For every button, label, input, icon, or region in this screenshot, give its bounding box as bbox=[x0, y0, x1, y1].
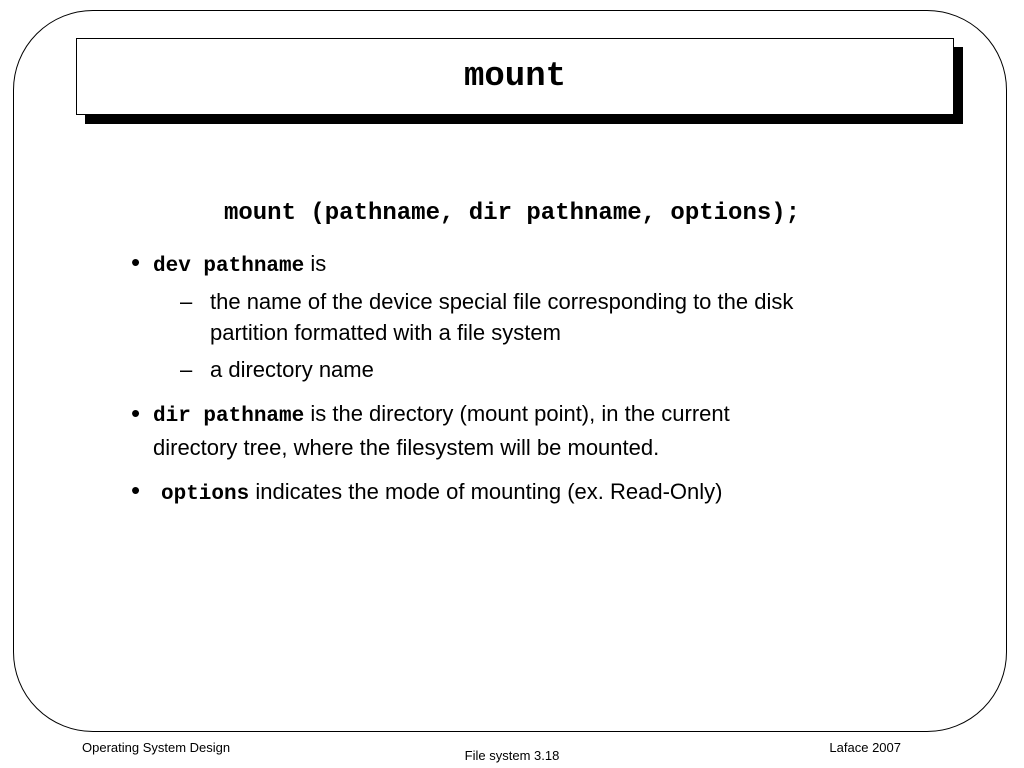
bullet-marker: • bbox=[131, 247, 141, 277]
code-options: options bbox=[161, 483, 250, 506]
sub-bullet-marker: – bbox=[180, 357, 193, 382]
bullet-text: is the directory (mount point), in the current bbox=[304, 401, 730, 426]
bullet-item-options bbox=[161, 476, 722, 510]
bullet-marker: • bbox=[131, 398, 141, 428]
sub-item-line: a directory name bbox=[210, 357, 374, 382]
code-dir-pathname: dir pathname bbox=[153, 405, 305, 428]
code-dev-pathname: dev pathname bbox=[153, 255, 305, 278]
sub-bullet-marker: – bbox=[180, 289, 193, 314]
sub-item-line: the name of the device special file corresponding to the disk bbox=[210, 289, 794, 314]
bullet-text: indicates the mode of mounting (ex. Read-Only) bbox=[249, 479, 723, 504]
bullet-text-continuation: directory tree, where the filesystem will be mounted. bbox=[153, 435, 660, 460]
slide-title: mount bbox=[463, 57, 567, 96]
title-box bbox=[76, 38, 954, 115]
bullet-marker: • bbox=[131, 475, 141, 505]
function-signature: mount (pathname, dir pathname, options); bbox=[223, 200, 801, 227]
footer-left: Operating System Design bbox=[82, 740, 231, 755]
bullet-text: is bbox=[304, 251, 327, 276]
sub-item-device-file bbox=[210, 286, 793, 348]
bullet-item-dev-pathname bbox=[153, 248, 326, 282]
bullet-item-dir-pathname bbox=[153, 398, 730, 463]
footer-center: File system 3.18 bbox=[464, 748, 560, 763]
footer-right: Laface 2007 bbox=[829, 740, 901, 755]
sub-item-directory-name bbox=[210, 354, 374, 385]
sub-item-line: partition formatted with a file system bbox=[210, 320, 561, 345]
